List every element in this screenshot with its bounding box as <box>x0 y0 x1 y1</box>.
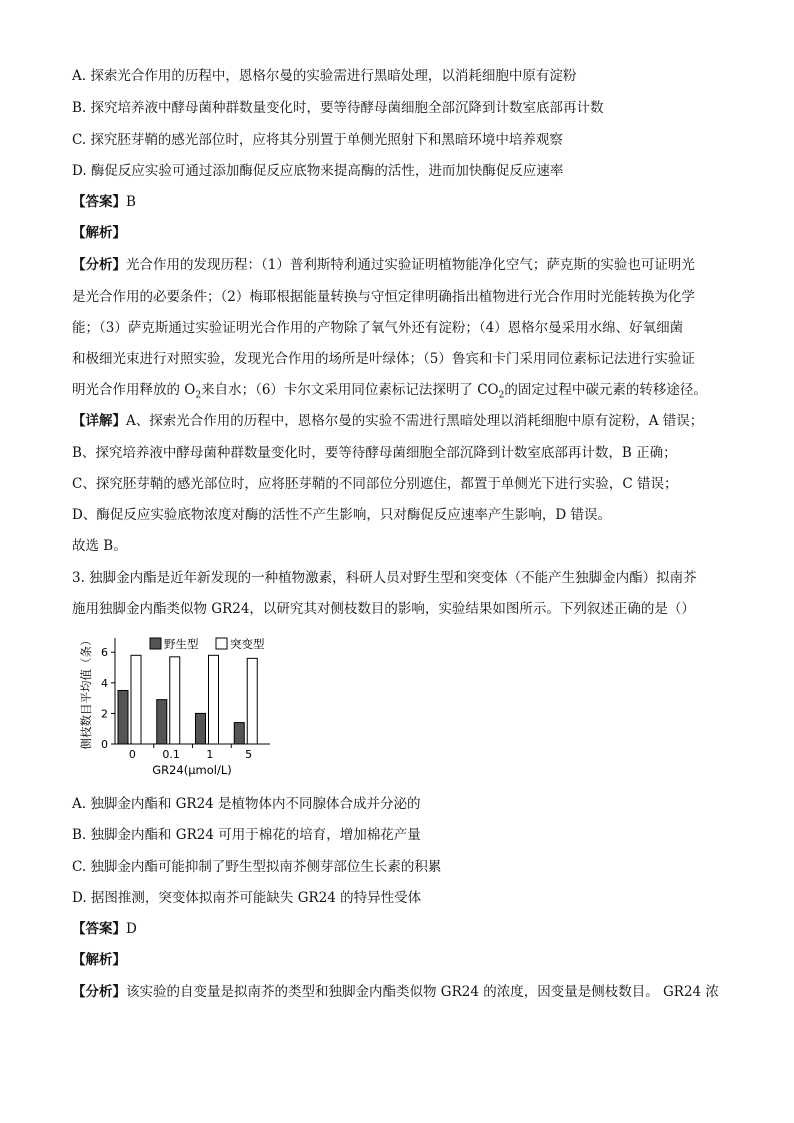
legend-label: 野生型 <box>164 637 199 651</box>
detail-text-1: A、探索光合作用的历程中，恩格尔曼的实验不需进行黑暗处理以消耗细胞中原有淀粉，A 错误； <box>126 413 704 429</box>
q2-option-d: D. 酶促反应实验可通过添加酶促反应底物来提高酶的活性，进而加快酶促反应速率 <box>72 163 564 179</box>
x-tick-label: 1 <box>206 748 214 761</box>
q3-option-c: C. 独脚金内酯可能抑制了野生型拟南芥侧芽部位生长素的积累 <box>72 859 442 875</box>
q2-detail-line-4: D、酶促反应实验底物浓度对酶的活性不产生影响，只对酶促反应速率产生影响，D 错误。 <box>72 507 611 523</box>
fenxi-text-1: 该实验的自变量是拟南芥的类型和独脚金内酯类似物 GR24 的浓度，因变量是侧枝数目。 GR24 浓 <box>126 984 719 1000</box>
fenxi-tag: 【分析】 <box>72 257 126 273</box>
x-tick-label: 0 <box>128 748 136 761</box>
subscript-2: 2 <box>498 390 505 401</box>
bar-chart <box>72 628 292 778</box>
x-tick-label: 5 <box>245 748 253 761</box>
fenxi-tag: 【分析】 <box>72 984 126 1000</box>
q2-option-a: A. 探索光合作用的历程中，恩格尔曼的实验需进行黑暗处理，以消耗细胞中原有淀粉 <box>72 68 577 84</box>
detail-tag: 【详解】 <box>72 413 126 429</box>
fenxi-text-5a: 明光合作用释放的 O <box>72 382 196 398</box>
q3-option-b: B. 独脚金内酯和 GR24 可用于棉花的培育，增加棉花产量 <box>72 827 421 843</box>
q3-stem-line-1: 3. 独脚金内酯是近年新发现的一种植物激素，科研人员对野生型和突变体（不能产生独脚金内酯）拟南芥 <box>72 570 697 586</box>
q2-conclusion: 故选 B。 <box>72 538 127 554</box>
bar-mutant <box>247 658 257 744</box>
q2-fenxi-line-5 <box>72 380 707 406</box>
q3-option-a: A. 独脚金内酯和 GR24 是植物体内不同腺体合成并分泌的 <box>72 796 421 812</box>
answer-value: B <box>126 194 136 210</box>
q3-fenxi-line-1 <box>72 982 719 1002</box>
bar-wild-type <box>234 723 244 744</box>
x-axis-label: GR24(μmol/L) <box>152 763 232 777</box>
q2-option-c: C. 探究胚芽鞘的感光部位时，应将其分别置于单侧光照射下和黑暗环境中培养观察 <box>72 132 563 148</box>
bar-mutant <box>170 657 180 744</box>
q2-detail-line-2: B、探究培养液中酵母菌种群数量变化时，要等待酵母菌细胞全部沉降到计数室底部再计数，B 正确； <box>72 445 677 461</box>
y-axis-label: 侧枝数目平均值（条） <box>79 634 93 750</box>
bar-mutant <box>131 655 141 744</box>
q3-option-d: D. 据图推测，突变体拟南芥可能缺失 GR24 的特异性受体 <box>72 890 422 906</box>
legend-swatch <box>150 638 161 649</box>
y-tick-label: 0 <box>101 738 108 751</box>
q2-answer <box>72 192 136 212</box>
legend-label: 突变型 <box>230 637 265 651</box>
y-tick-label: 4 <box>101 676 108 690</box>
y-tick-label: 2 <box>101 707 108 721</box>
q3-analysis-tag: 【解析】 <box>72 952 126 968</box>
subscript-2: 2 <box>195 390 202 401</box>
q2-analysis-tag: 【解析】 <box>72 225 126 241</box>
bar-wild-type <box>118 690 128 744</box>
answer-tag: 【答案】 <box>72 921 126 937</box>
bar-wild-type <box>157 700 167 744</box>
q2-detail-line-3: C、探究胚芽鞘的感光部位时，应将胚芽鞘的不同部位分别遮住，都置于单侧光下进行实验，C 错误； <box>72 476 678 492</box>
bar-mutant <box>209 655 219 744</box>
fenxi-text-5c: 的固定过程中碳元素的转移途径。 <box>504 382 707 398</box>
answer-tag: 【答案】 <box>72 194 126 210</box>
fenxi-text-1: 光合作用的发现历程：（1）普利斯特利通过实验证明植物能净化空气；萨克斯的实验也可证明光 <box>126 257 695 273</box>
fenxi-text-5b: 来自水；（6）卡尔文采用同位素标记法探明了 CO <box>201 382 499 398</box>
q2-detail-line-1 <box>72 411 703 431</box>
answer-value: D <box>126 921 137 937</box>
y-tick-label: 6 <box>101 646 108 660</box>
q2-option-b: B. 探究培养液中酵母菌种群数量变化时，要等待酵母菌细胞全部沉降到计数室底部再计数 <box>72 100 604 116</box>
x-tick-label: 0.1 <box>162 748 180 761</box>
q3-answer <box>72 919 137 939</box>
q3-stem-line-2: 施用独脚金内酯类似物 GR24，以研究其对侧枝数目的影响，实验结果如图所示。下列叙述正确的是（） <box>72 601 695 617</box>
q2-fenxi-line-1 <box>72 255 695 275</box>
q2-fenxi-line-3: 能；（3）萨克斯通过实验证明光合作用的产物除了氧气外还有淀粉；（4）恩格尔曼采用水绵、好氧细菌 <box>72 320 684 336</box>
legend-swatch <box>216 638 227 649</box>
q2-fenxi-line-2: 是光合作用的必要条件；（2）梅耶根据能量转换与守恒定律明确指出植物进行光合作用时光能转换为化学 <box>72 289 695 305</box>
q2-fenxi-line-4: 和极细光束进行对照实验，发现光合作用的场所是叶绿体；（5）鲁宾和卡门采用同位素标记法进行实验证 <box>72 351 695 367</box>
bar-wild-type <box>196 713 206 744</box>
